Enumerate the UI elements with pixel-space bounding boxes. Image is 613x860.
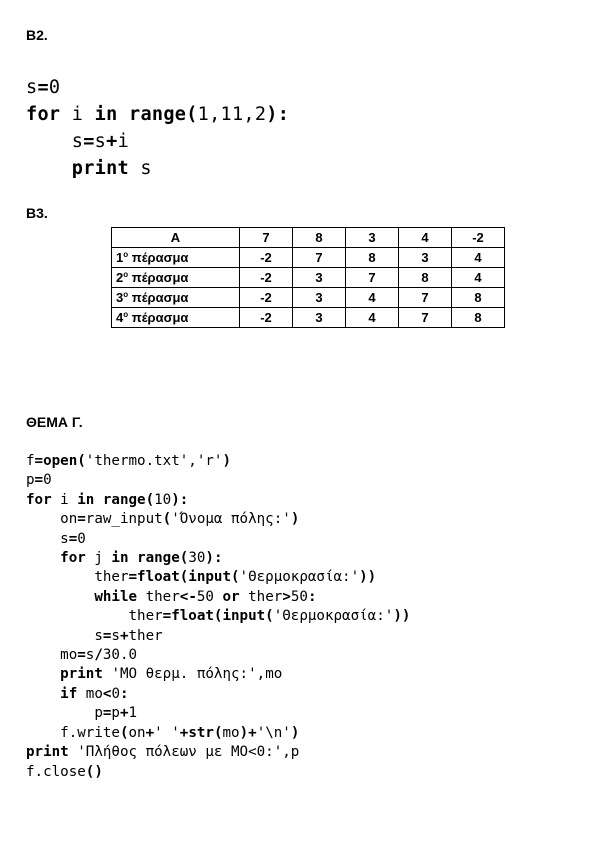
code-line [26, 627, 410, 646]
code-line [26, 530, 410, 549]
table-cell: 7 [293, 248, 346, 268]
table-cell: 4 [346, 288, 399, 308]
code-keyword: in [77, 491, 95, 508]
code-token: f.write [26, 724, 120, 741]
code-line [26, 724, 410, 743]
code-keyword: ) [222, 453, 232, 469]
section-theme-c-heading: ΘΕΜΑ Γ. [26, 414, 83, 430]
code-keyword: while [94, 588, 138, 605]
code-token: s [85, 647, 95, 664]
code-token: 1,11,2 [197, 104, 267, 125]
code-token [26, 686, 60, 702]
code-keyword: + [106, 131, 118, 152]
code-token: 'Θερμοκρασία:' [239, 569, 360, 586]
table-cell: 4 [452, 248, 505, 268]
code-keyword: > [282, 588, 291, 605]
pass-number: 2 [116, 270, 124, 285]
header-cell: -2 [452, 228, 505, 248]
code-keyword: in [94, 104, 118, 125]
header-cell: 8 [293, 228, 346, 248]
code-token: p [26, 472, 35, 489]
code-token: s [26, 131, 84, 152]
table-cell: 7 [399, 308, 452, 328]
code-line [26, 646, 410, 665]
ordinal-suffix: ο [123, 270, 129, 279]
code-keyword: + [145, 724, 155, 741]
code-keyword: / [94, 647, 103, 664]
ordinal-suffix: ο [123, 250, 129, 259]
code-keyword: )) [393, 608, 411, 625]
code-token: p [111, 705, 120, 722]
code-token: 10 [154, 491, 172, 508]
code-keyword: : [307, 588, 317, 605]
ordinal-suffix: ο [123, 290, 129, 299]
table-row [112, 308, 505, 328]
code-token: 0 [48, 77, 61, 98]
code-line [26, 128, 289, 155]
code-token: s [128, 158, 152, 179]
code-token: mo [77, 685, 103, 702]
code-keyword: +str( [179, 724, 223, 741]
code-token: f.close [26, 763, 86, 780]
table-cell: -2 [240, 268, 293, 288]
code-keyword: print [71, 158, 129, 179]
code-token [26, 158, 72, 179]
code-keyword: print [60, 666, 103, 683]
code-line [26, 704, 410, 723]
ordinal-suffix: ο [123, 310, 129, 319]
code-keyword: if [60, 685, 78, 702]
code-token: i [51, 491, 78, 508]
code-token: ther [26, 608, 163, 625]
header-cell: 3 [346, 228, 399, 248]
code-token: p [26, 705, 103, 722]
pass-label-cell [112, 288, 240, 308]
table-cell: 8 [452, 288, 505, 308]
passes-table [111, 227, 505, 328]
code-keyword: ) [290, 724, 300, 741]
table-cell: 3 [293, 268, 346, 288]
code-token: i [60, 104, 95, 125]
code-token [26, 666, 60, 682]
code-keyword: + [119, 627, 129, 644]
table-cell: 8 [399, 268, 452, 288]
pass-label-cell [112, 268, 240, 288]
code-line [26, 588, 410, 607]
code-token: s [26, 530, 69, 547]
code-keyword: ): [266, 104, 290, 125]
code-line [26, 685, 410, 704]
code-keyword: ): [205, 550, 223, 567]
code-token [94, 492, 103, 508]
code-token: on [26, 511, 78, 528]
code-token: 'Όνομα πόλης:' [171, 511, 291, 528]
code-keyword: for [26, 491, 52, 508]
code-token: s [111, 627, 120, 644]
code-token: s [94, 131, 107, 152]
code-token [26, 589, 94, 605]
code-keyword: ) [290, 511, 300, 528]
code-line [26, 510, 410, 529]
table-row [112, 248, 505, 268]
section-b2-heading: B2. [26, 27, 48, 43]
code-line [26, 763, 410, 782]
table-cell: -2 [240, 288, 293, 308]
code-token: 0 [111, 685, 120, 702]
code-keyword: <- [179, 588, 197, 605]
code-token [118, 104, 129, 125]
code-token: j [85, 550, 112, 567]
code-token: 'ΜΟ θερμ. πόλης:' [111, 666, 257, 683]
code-token: 'Πλήθος πόλεων με ΜΟ<0:' [77, 744, 283, 761]
code-token: 0 [77, 530, 86, 547]
code-keyword: for [26, 104, 61, 125]
table-cell: -2 [240, 308, 293, 328]
code-line [26, 743, 410, 762]
table-cell: 7 [346, 268, 399, 288]
code-keyword: =open( [34, 453, 86, 469]
code-keyword: = [37, 77, 49, 98]
code-keyword: = [83, 131, 95, 152]
code-keyword: = [77, 511, 86, 528]
code-token: 'Θερμοκρασία:' [273, 608, 394, 625]
code-token: ,p [282, 744, 300, 761]
code-keyword: = [102, 627, 112, 644]
code-keyword: = [77, 647, 86, 664]
code-token: 50 [196, 588, 223, 605]
table-row [112, 288, 505, 308]
code-token: ' ' [154, 724, 180, 741]
code-keyword: or [222, 588, 240, 605]
code-keyword: + [119, 705, 129, 722]
code-token: raw_input [85, 511, 163, 528]
code-token: s [26, 627, 103, 644]
code-line [26, 155, 289, 182]
code-token: i [117, 131, 130, 152]
code-keyword: =float(input( [128, 569, 240, 586]
header-cell: 7 [240, 228, 293, 248]
pass-number: 3 [116, 290, 124, 305]
code-token: 0 [43, 472, 52, 489]
code-token: mo [26, 647, 78, 664]
table-row [112, 268, 505, 288]
pass-number: 1 [116, 250, 124, 265]
code-token: mo [222, 724, 240, 741]
code-keyword: : [119, 685, 129, 702]
section-b3-heading: B3. [26, 205, 48, 221]
code-keyword: =float(input( [162, 608, 274, 625]
code-keyword: = [68, 530, 78, 547]
table-cell: 3 [399, 248, 452, 268]
pass-label-cell [112, 308, 240, 328]
code-token: ther [137, 588, 180, 605]
code-keyword: < [102, 685, 112, 702]
code-token: on [128, 724, 146, 741]
code-token [69, 744, 78, 760]
code-line [26, 471, 410, 490]
code-line [26, 101, 289, 128]
code-token: 30 [188, 550, 206, 567]
code-keyword: ): [171, 491, 189, 508]
code-token: 1 [128, 705, 138, 722]
code-keyword: range( [102, 491, 155, 508]
code-keyword: ( [186, 104, 198, 125]
code-token: 'thermo.txt','r' [85, 453, 223, 469]
table-cell: 4 [452, 268, 505, 288]
code-keyword: range [129, 104, 187, 125]
code-keyword: = [102, 705, 112, 722]
code-keyword: = [34, 472, 44, 489]
code-token: 50 [290, 588, 308, 605]
table-header-row [112, 228, 505, 248]
code-keyword: print [26, 744, 69, 761]
table-cell: 8 [346, 248, 399, 268]
header-cell: 4 [399, 228, 452, 248]
code-token: ther [128, 627, 163, 644]
pass-label-text: πέρασμα [128, 310, 189, 325]
code-keyword: for [60, 550, 86, 567]
code-block-theme-c [26, 452, 410, 782]
code-token: , [256, 666, 266, 683]
code-token: f [26, 453, 35, 469]
code-keyword: )+ [239, 724, 257, 741]
code-keyword: ( [162, 511, 172, 528]
code-line [26, 549, 410, 568]
code-keyword: ( [119, 724, 129, 741]
table-cell: 8 [452, 308, 505, 328]
code-line [26, 665, 410, 684]
code-token: s [26, 77, 38, 98]
table-cell: 3 [293, 308, 346, 328]
code-line [26, 607, 410, 626]
code-keyword: )) [359, 569, 377, 586]
code-token: '\n' [256, 724, 291, 741]
code-keyword: () [85, 763, 103, 780]
pass-label-text: πέρασμα [128, 250, 189, 265]
code-line [26, 74, 289, 101]
code-line [26, 452, 410, 471]
code-keyword: range( [137, 550, 189, 567]
code-token: mo [265, 666, 283, 683]
header-cell-array-name: A [112, 228, 240, 248]
pass-label-text: πέρασμα [128, 290, 189, 305]
code-line [26, 568, 410, 587]
table-cell: -2 [240, 248, 293, 268]
code-block-b2 [26, 74, 289, 182]
code-line [26, 491, 410, 510]
code-token: ther [239, 588, 283, 605]
table-cell: 4 [346, 308, 399, 328]
code-token [26, 550, 60, 566]
table-cell: 7 [399, 288, 452, 308]
pass-label-cell [112, 248, 240, 268]
code-keyword: in [111, 550, 129, 567]
pass-number: 4 [116, 310, 124, 325]
pass-label-text: πέρασμα [128, 270, 189, 285]
code-token [129, 550, 138, 566]
code-token: 30.0 [102, 647, 138, 664]
code-token: ther [26, 569, 129, 586]
table-cell: 3 [293, 288, 346, 308]
